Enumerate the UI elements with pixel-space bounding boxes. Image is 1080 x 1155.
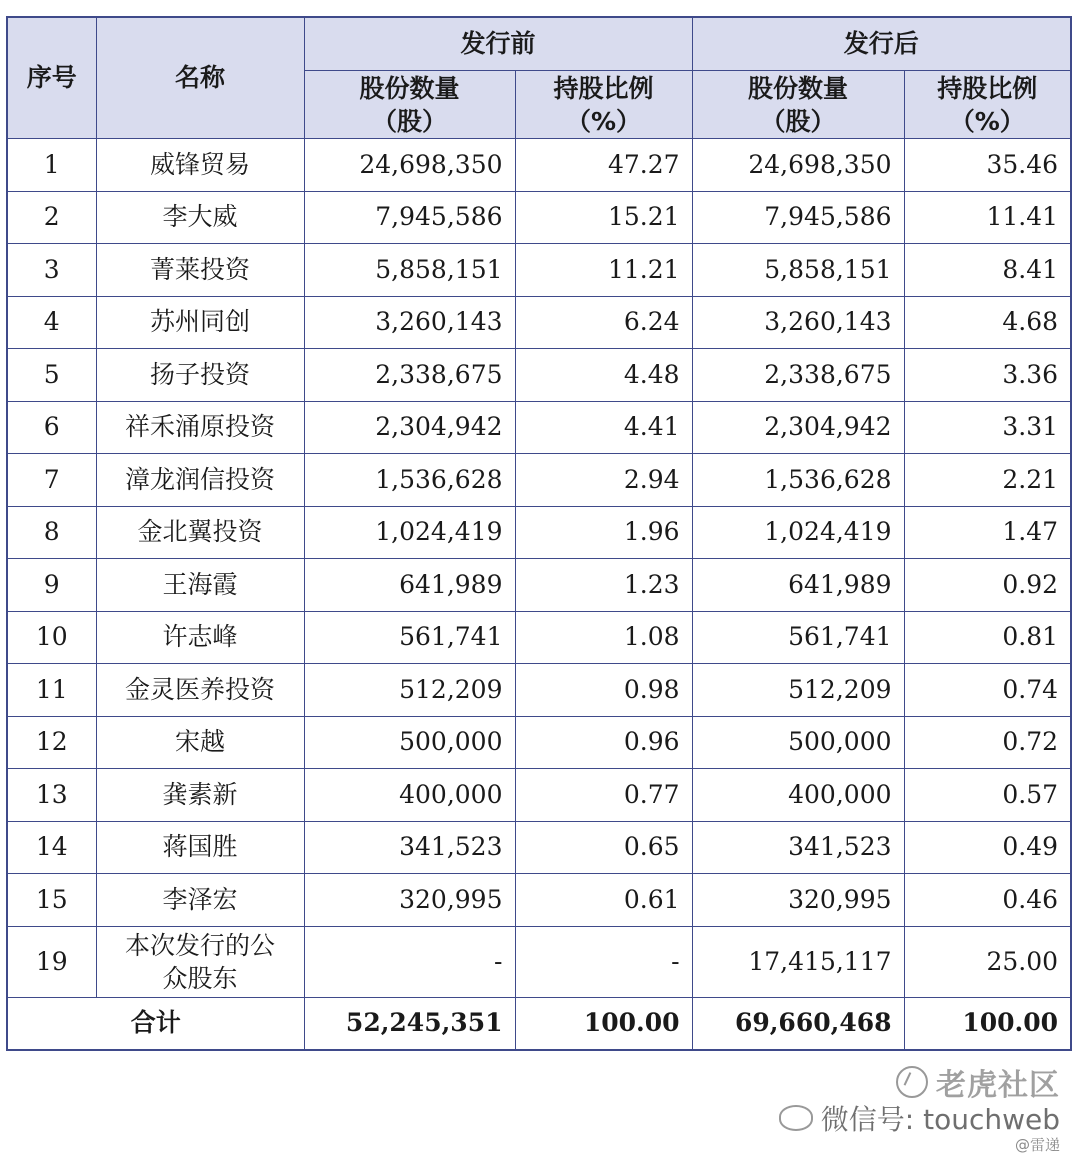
cell-before-pct: 1.08 [515, 611, 692, 664]
cell-after-shares: 7,945,586 [692, 191, 904, 244]
cell-no: 9 [7, 559, 96, 612]
brand-logo-icon [896, 1066, 928, 1098]
table-row-public [7, 926, 1071, 997]
cell-after-shares: 5,858,151 [692, 244, 904, 297]
cell-after-pct: 0.46 [904, 874, 1071, 927]
table-row [7, 559, 1071, 612]
cell-name: 菁莱投资 [96, 244, 304, 297]
cell-after-pct: 0.49 [904, 821, 1071, 874]
cell-before-shares: 1,536,628 [304, 454, 515, 507]
cell-before-shares: 5,858,151 [304, 244, 515, 297]
table-row [7, 244, 1071, 297]
header-shares-line1: 股份数量 [359, 73, 460, 103]
watermark-wechat-line [779, 1098, 1060, 1138]
header-ratio-line1: 持股比例 [937, 73, 1038, 103]
cell-no: 5 [7, 349, 96, 402]
cell-no: 4 [7, 296, 96, 349]
cell-no: 2 [7, 191, 96, 244]
cell-no: 13 [7, 769, 96, 822]
cell-after-shares: 512,209 [692, 664, 904, 717]
table-row [7, 611, 1071, 664]
cell-before-shares: 500,000 [304, 716, 515, 769]
cell-after-pct: 25.00 [904, 926, 1071, 997]
cell-after-shares: 3,260,143 [692, 296, 904, 349]
header-before-ratio [515, 71, 692, 139]
watermark-sub: @雷递 [1014, 1136, 1060, 1154]
table-row [7, 769, 1071, 822]
table-row [7, 139, 1071, 192]
cell-after-pct: 8.41 [904, 244, 1071, 297]
table-row-total [7, 997, 1071, 1050]
table-row [7, 664, 1071, 717]
total-after-shares: 69,660,468 [692, 997, 904, 1050]
cell-before-pct: 0.96 [515, 716, 692, 769]
cell-no: 19 [7, 926, 96, 997]
cell-after-shares: 2,304,942 [692, 401, 904, 454]
header-before-shares [304, 71, 515, 139]
cell-before-shares: 641,989 [304, 559, 515, 612]
header-row-top [7, 17, 1071, 71]
cell-before-shares: 1,024,419 [304, 506, 515, 559]
cell-after-pct: 0.81 [904, 611, 1071, 664]
header-ratio-line2: （%） [565, 106, 642, 136]
cell-name: 王海霞 [96, 559, 304, 612]
cell-after-pct: 3.36 [904, 349, 1071, 402]
cell-name: 苏州同创 [96, 296, 304, 349]
header-after-ratio [904, 71, 1071, 139]
cell-after-pct: 2.21 [904, 454, 1071, 507]
cell-after-shares: 320,995 [692, 874, 904, 927]
cell-before-shares: 2,338,675 [304, 349, 515, 402]
cell-after-pct: 0.92 [904, 559, 1071, 612]
cell-before-pct: 4.48 [515, 349, 692, 402]
cell-before-shares: 561,741 [304, 611, 515, 664]
cell-before-shares: 341,523 [304, 821, 515, 874]
cell-no: 3 [7, 244, 96, 297]
cell-no: 14 [7, 821, 96, 874]
cell-no: 15 [7, 874, 96, 927]
total-before-shares: 52,245,351 [304, 997, 515, 1050]
cell-before-shares: 24,698,350 [304, 139, 515, 192]
cell-name: 蒋国胜 [96, 821, 304, 874]
cell-before-pct: 0.61 [515, 874, 692, 927]
header-seq: 序号 [7, 17, 96, 139]
watermark [779, 1060, 1060, 1155]
cell-name: 龚素新 [96, 769, 304, 822]
table-row [7, 716, 1071, 769]
cell-after-shares: 561,741 [692, 611, 904, 664]
shareholder-table [6, 16, 1072, 1051]
cell-name [96, 926, 304, 997]
cell-before-pct: - [515, 926, 692, 997]
cell-after-pct: 0.72 [904, 716, 1071, 769]
table-row [7, 506, 1071, 559]
cell-before-shares: 7,945,586 [304, 191, 515, 244]
cell-after-pct: 1.47 [904, 506, 1071, 559]
cell-before-pct: 1.23 [515, 559, 692, 612]
cell-before-shares: - [304, 926, 515, 997]
cell-before-shares: 400,000 [304, 769, 515, 822]
cell-before-pct: 0.77 [515, 769, 692, 822]
table-body [7, 139, 1071, 1050]
header-ratio-line2: （%） [949, 106, 1025, 136]
cell-no: 7 [7, 454, 96, 507]
cell-before-shares: 512,209 [304, 664, 515, 717]
cell-after-shares: 24,698,350 [692, 139, 904, 192]
cell-after-pct: 4.68 [904, 296, 1071, 349]
cell-after-shares: 17,415,117 [692, 926, 904, 997]
cell-after-pct: 35.46 [904, 139, 1071, 192]
wechat-icon [779, 1105, 813, 1131]
cell-before-pct: 6.24 [515, 296, 692, 349]
cell-name: 扬子投资 [96, 349, 304, 402]
header-before: 发行前 [304, 17, 692, 71]
table-row [7, 349, 1071, 402]
cell-name: 许志峰 [96, 611, 304, 664]
header-after-shares [692, 71, 904, 139]
header-after: 发行后 [692, 17, 1071, 71]
watermark-brand: 老虎社区 [936, 1068, 1060, 1103]
cell-no: 12 [7, 716, 96, 769]
cell-before-pct: 0.65 [515, 821, 692, 874]
cell-before-pct: 11.21 [515, 244, 692, 297]
cell-before-pct: 4.41 [515, 401, 692, 454]
header-shares-line2: （股） [371, 106, 447, 136]
cell-after-pct: 3.31 [904, 401, 1071, 454]
cell-after-shares: 500,000 [692, 716, 904, 769]
cell-before-shares: 3,260,143 [304, 296, 515, 349]
cell-name: 漳龙润信投资 [96, 454, 304, 507]
cell-before-shares: 2,304,942 [304, 401, 515, 454]
cell-no: 10 [7, 611, 96, 664]
total-before-pct: 100.00 [515, 997, 692, 1050]
cell-name: 威锋贸易 [96, 139, 304, 192]
cell-name: 祥禾涌原投资 [96, 401, 304, 454]
cell-before-pct: 1.96 [515, 506, 692, 559]
cell-after-shares: 400,000 [692, 769, 904, 822]
cell-no: 1 [7, 139, 96, 192]
cell-name: 金北翼投资 [96, 506, 304, 559]
cell-after-pct: 0.74 [904, 664, 1071, 717]
cell-no: 11 [7, 664, 96, 717]
table-row [7, 296, 1071, 349]
cell-no: 6 [7, 401, 96, 454]
cell-before-pct: 47.27 [515, 139, 692, 192]
cell-after-pct: 0.57 [904, 769, 1071, 822]
cell-name-line2: 众股东 [162, 963, 238, 993]
cell-after-shares: 1,536,628 [692, 454, 904, 507]
cell-no: 8 [7, 506, 96, 559]
table-row [7, 821, 1071, 874]
cell-name: 李泽宏 [96, 874, 304, 927]
cell-before-pct: 15.21 [515, 191, 692, 244]
cell-name-line1: 本次发行的公 [124, 930, 275, 960]
cell-before-pct: 0.98 [515, 664, 692, 717]
cell-before-shares: 320,995 [304, 874, 515, 927]
cell-after-pct: 11.41 [904, 191, 1071, 244]
cell-after-shares: 341,523 [692, 821, 904, 874]
total-after-pct: 100.00 [904, 997, 1071, 1050]
cell-before-pct: 2.94 [515, 454, 692, 507]
cell-after-shares: 641,989 [692, 559, 904, 612]
header-name: 名称 [96, 17, 304, 139]
table-row [7, 401, 1071, 454]
header-ratio-line1: 持股比例 [553, 73, 654, 103]
header-shares-line1: 股份数量 [748, 73, 849, 103]
table-row [7, 191, 1071, 244]
table-row [7, 454, 1071, 507]
header-shares-line2: （股） [760, 106, 836, 136]
table-row [7, 874, 1071, 927]
cell-name: 宋越 [96, 716, 304, 769]
cell-after-shares: 1,024,419 [692, 506, 904, 559]
cell-after-shares: 2,338,675 [692, 349, 904, 402]
total-label: 合计 [7, 997, 304, 1050]
cell-name: 金灵医养投资 [96, 664, 304, 717]
watermark-wechat: 微信号: touchweb [820, 1103, 1060, 1136]
cell-name: 李大威 [96, 191, 304, 244]
